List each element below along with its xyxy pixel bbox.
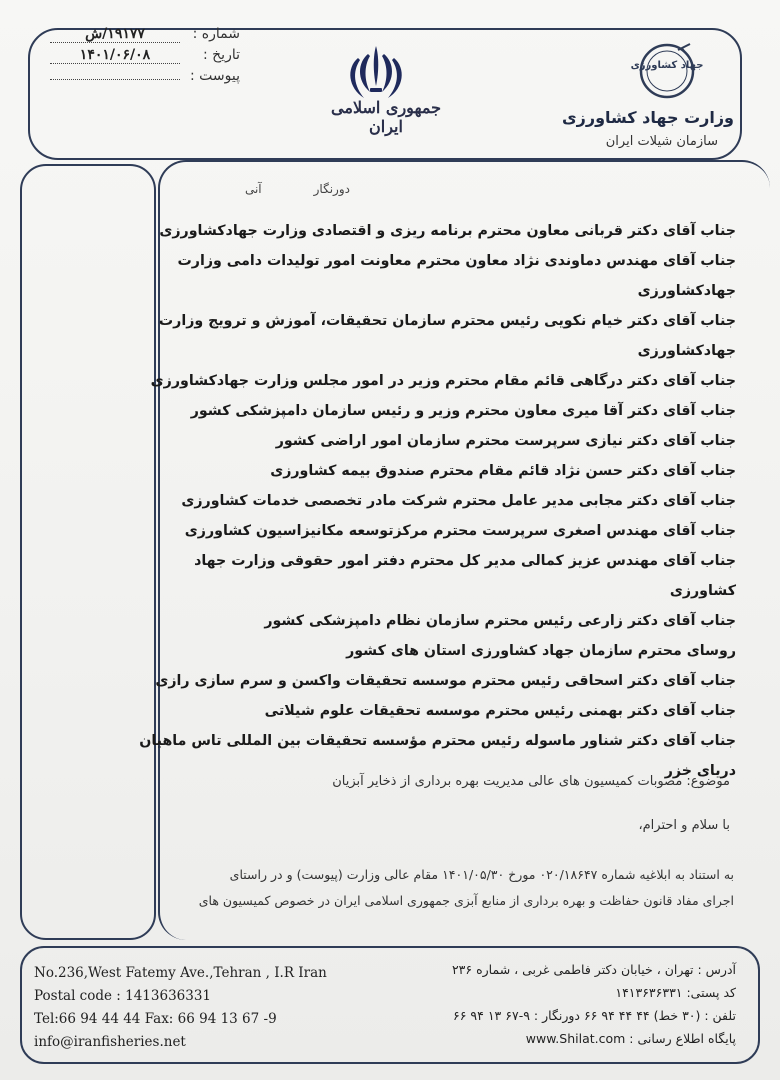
date-label: تاریخ : [202, 47, 240, 63]
recipient-line: جناب آقای دکتر قربانی معاون محترم برنامه ریزی و اقتصادی وزارت جهادکشاورزی [159, 223, 736, 239]
body-line: اجرای مفاد قانون حفاظت و بهره برداری از منابع آبزی جمهوری اسلامی ایران در خصوص کمیسیون های [198, 893, 734, 908]
recipient-line: جناب آقای دکتر حسن نژاد قائم مقام محترم صندوق بیمه کشاورزی [270, 463, 736, 479]
organization-name: سازمان شیلات ایران [605, 134, 718, 149]
number-label: شماره : [192, 26, 240, 42]
logo-text: جهاد کشاورزی [630, 60, 704, 71]
recipient-line: جناب آقای مهندس عزیز کمالی مدیر کل محترم دفتر امور حقوقی وزارت جهاد [194, 553, 736, 569]
footer-en-address: No.236,West Fatemy Ave.,Tehran , I.R Iran [34, 965, 327, 981]
recipients-list [139, 216, 736, 786]
recipient-line: جناب آقای دکتر خیام نکویی رئیس محترم سازمان تحقیقات، آموزش و ترویج وزارت [158, 313, 736, 329]
recipient-line: روسای محترم سازمان جهاد کشاورزی استان های کشور [346, 643, 736, 659]
number-value: ۱۹۱۷۷/ش [50, 26, 180, 43]
iran-emblem-icon [340, 42, 412, 106]
recipient-line: جناب آقای مهندس اصغری سرپرست محترم مرکزتوسعه مکانیزاسیون کشاورزی [184, 523, 736, 539]
date-value: ۱۴۰۱/۰۶/۰۸ [50, 47, 180, 64]
recipient-line: جناب آقای دکتر آقا میری معاون محترم وزیر و رئیس سازمان دامپزشکی کشور [190, 403, 736, 419]
letter-meta [40, 26, 240, 89]
recipient-line: دریای خزر [664, 763, 736, 779]
footer-en-email[interactable]: info@iranfisheries.net [34, 1034, 186, 1050]
body-line: به استناد به ابلاغیه شماره ۰۲۰/۱۸۶۴۷ مورخ ۱۴۰۱/۰۵/۳۰ مقام عالی وزارت (پیوست) و در راستای [229, 867, 734, 882]
side-column-frame [20, 164, 156, 940]
date-row [40, 47, 240, 68]
footer-fa-address: آدرس : تهران ، خیابان دکتر فاطمی غربی ، شماره ۲۳۶ [451, 962, 736, 977]
footer-fa-postal: کد پستی: ۱۴۱۳۶۳۶۳۳۱ [615, 985, 736, 1000]
number-row [40, 26, 240, 47]
attachment-label: پیوست : [190, 68, 240, 84]
footer-en-postal: Postal code : 1413636331 [34, 988, 212, 1004]
footer-fa-phone: تلفن : (۳۰ خط) ۴۴ ۴۴ ۹۴ ۶۶ دورنگار : ۹-۶۷ ۱۳ ۹۴ ۶۶ [453, 1008, 736, 1023]
letter-subject: موضوع: مصوبات کمیسیون های عالی مدیریت بهره برداری از ذخایر آبزیان [332, 774, 730, 789]
recipient-line: جناب آقای دکتر زارعی رئیس محترم سازمان نظام دامپزشکی کشور [264, 613, 736, 629]
recipient-line: جناب آقای دکتر نیازی سرپرست محترم سازمان امور اراضی کشور [275, 433, 736, 449]
recipient-line: جناب آقای دکتر اسحاقی رئیس محترم موسسه تحقیقات واکسن و سرم سازی رازی [155, 673, 736, 689]
footer-english [34, 962, 327, 1054]
delivery-options [245, 182, 350, 196]
ministry-name: وزارت جهاد کشاورزی [561, 108, 734, 127]
footer-persian [452, 958, 736, 1050]
recipient-line: جناب آقای دکتر شناور ماسوله رئیس محترم مؤسسه تحقیقات بین المللی تاس ماهیان [139, 733, 736, 749]
recipient-line: جناب آقای دکتر بهمنی رئیس محترم موسسه تحقیقات علوم شیلاتی [264, 703, 736, 719]
footer-en-phone: Tel:66 94 44 44 Fax: 66 94 13 67 -9 [34, 1011, 277, 1027]
recipient-line: جناب آقای دکتر درگاهی قائم مقام محترم وزیر در امور مجلس وزارت جهادکشاورزی [150, 373, 736, 389]
recipient-line: جناب آقای دکتر مجابی مدیر عامل محترم شرکت مادر تخصصی خدمات کشاورزی [181, 493, 736, 509]
footer-fa-website[interactable]: پایگاه اطلاع رسانی : www.Shilat.com [525, 1031, 736, 1046]
letter-greeting: با سلام و احترام، [638, 818, 730, 833]
agriculture-ministry-logo [630, 42, 704, 100]
urgent-option: آنی [244, 182, 262, 196]
recipient-line: جهادکشاورزی [637, 343, 736, 359]
attachment-value [50, 79, 180, 80]
recipient-line: کشاورزی [669, 583, 736, 599]
recipient-line: جهادکشاورزی [637, 283, 736, 299]
recipient-line: جناب آقای مهندس دماوندی نژاد معاون محترم معاونت امور تولیدات دامی وزارت [177, 253, 736, 269]
letter-body [174, 862, 734, 914]
emblem-caption: جمهوری اسلامی ایران [331, 98, 441, 136]
fax-option: دورنگار [313, 182, 350, 196]
attachment-row [40, 68, 240, 89]
